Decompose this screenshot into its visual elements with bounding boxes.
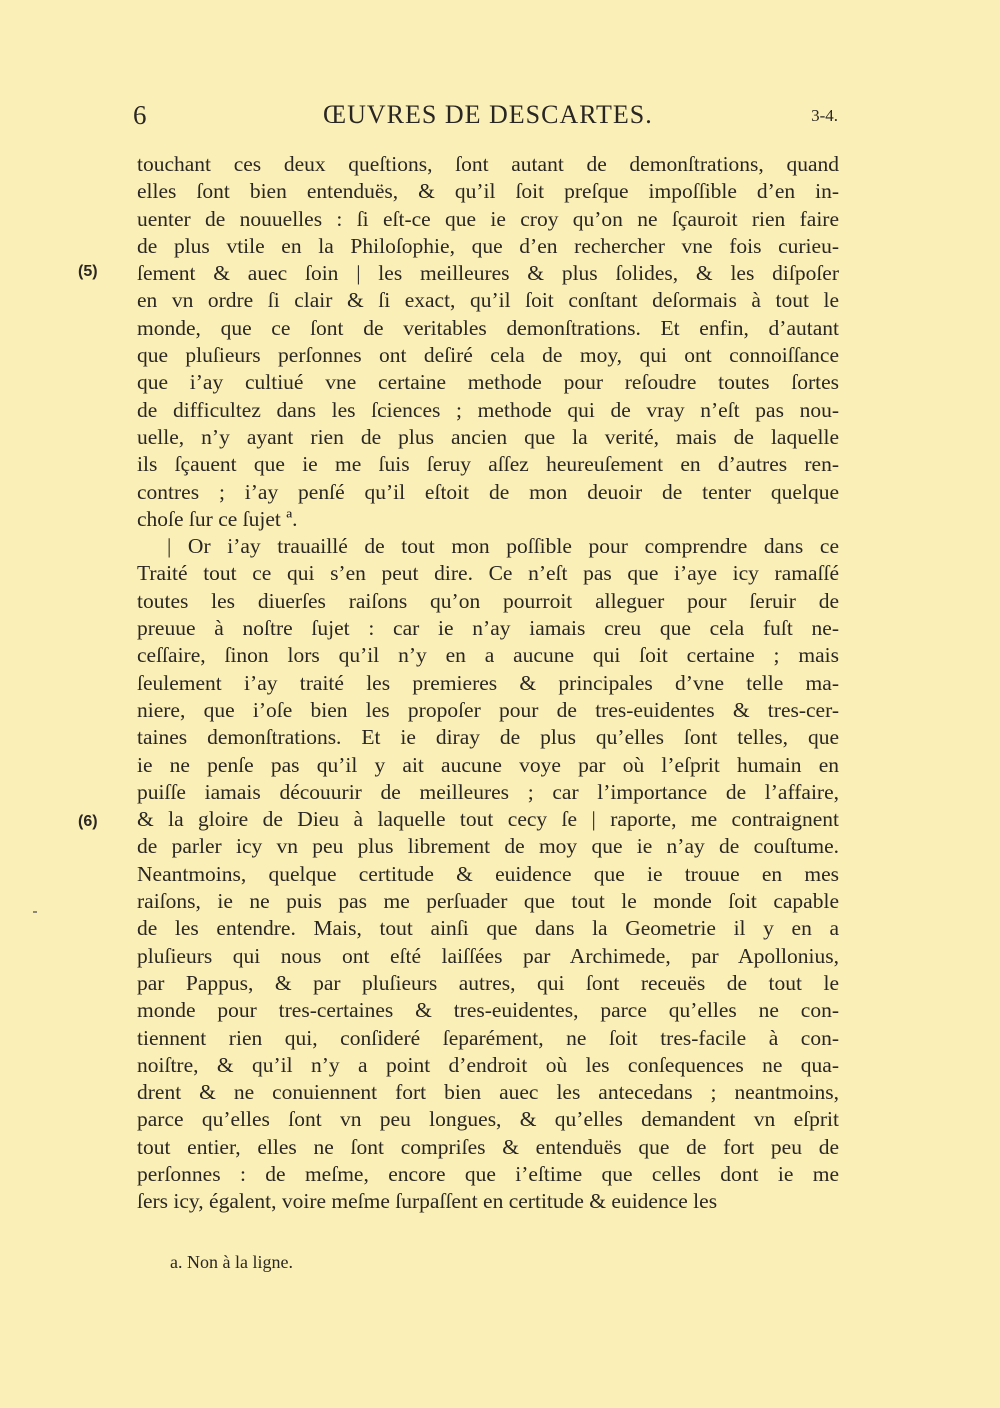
- running-title: ŒUVRES DE DESCARTES.: [323, 100, 653, 129]
- text-line: contres ; i’ay penſé qu’il eſtoit de mon deuoir de tenter quelque: [137, 479, 839, 504]
- text-line: de les entendre. Mais, tout ainſi que dans la Geometrie il y en a: [137, 916, 839, 941]
- text-line: Traité tout ce qui s’en peut dire. Ce n’eſt pas que i’aye icy ramaſſé: [137, 561, 839, 586]
- text-line: drent & ne conuiennent fort bien auec les antecedans ; neantmoins,: [137, 1080, 839, 1105]
- paper-speck: [33, 911, 37, 913]
- text-line: Neantmoins, quelque certitude & euidence que ie trouue en mes: [137, 861, 839, 886]
- page-header: [133, 100, 838, 136]
- text-line: pluſieurs qui nous ont eſté laiſſées par Archimede, par Apollonius,: [137, 943, 839, 968]
- text-line: uenter de nouuelles : ſi eſt-ce que ie croy qu’on ne ſçauroit rien faire: [137, 206, 839, 231]
- text-line: elles ſont bien entenduës, & qu’il ſoit preſque impoſſible d’en in-: [137, 179, 839, 204]
- text-line: tout entier, elles ne ſont compriſes & entenduës que de fort peu de: [137, 1134, 839, 1159]
- text-line: parce qu’elles ſont vn peu longues, & qu’elles demandent vn eſprit: [137, 1107, 839, 1132]
- text-line: ſeulement i’ay traité les premieres & principales d’vne telle ma-: [137, 670, 839, 695]
- text-line: taines demonſtrations. Et ie diray de plus qu’elles ſont telles, que: [137, 725, 839, 750]
- text-line: que pluſieurs perſonnes ont deſiré cela de moy, qui ont connoiſſance: [137, 343, 839, 368]
- text-line: toutes les diuerſes raiſons qu’on pourroit alleguer pour ſeruir de: [137, 588, 839, 613]
- margin-reference-6: (6): [78, 813, 98, 830]
- text-line: raiſons, ie ne puis pas me perſuader que tout le monde ſoit capable: [137, 889, 839, 914]
- text-line: monde pour tres-certaines & tres-euidentes, parce qu’elles ne con-: [137, 998, 839, 1023]
- text-line: monde, que ce ſont de veritables demonſtrations. Et enfin, d’autant: [137, 315, 839, 340]
- text-line: perſonnes : de meſme, encore que i’eſtime que celles dont ie me: [137, 1161, 839, 1186]
- paragraph-2: [137, 533, 839, 1215]
- text-line: ils ſçauent que ie me ſuis ſeruy aſſez heureuſement en d’autres ren-: [137, 452, 839, 477]
- text-line: noiſtre, & qu’il n’y a point d’endroit où les conſequences ne qua-: [137, 1052, 839, 1077]
- text-line: de difficultez dans les ſciences ; methode qui de vray n’eſt pas nou-: [137, 397, 839, 422]
- text-line: touchant ces deux queſtions, ſont autant de demonſtrations, quand: [137, 152, 839, 176]
- margin-reference-5: (5): [78, 263, 98, 280]
- text-line: uelle, n’y ayant rien de plus ancien que la verité, mais de laquelle: [137, 424, 839, 449]
- text-line: ſement & auec ſoin | les meilleures & plus ſolides, & les diſpoſer: [137, 261, 839, 286]
- footnote: a. Non à la ligne.: [170, 1252, 293, 1272]
- text-line: de parler icy vn peu plus librement de moy que ie n’ay de couſtume.: [137, 834, 839, 859]
- text-line: choſe ſur ce ſujet ª.: [137, 506, 298, 531]
- text-line: que i’ay cultiué vne certaine methode pour reſoudre toutes ſortes: [137, 370, 839, 395]
- paragraph-1: [137, 151, 839, 533]
- text-line: & la gloire de Dieu à laquelle tout cecy ſe | raporte, me contraignent: [137, 807, 839, 832]
- text-line: puiſſe iamais découurir de meilleures ; car l’importance de l’affaire,: [137, 779, 839, 804]
- text-line: niere, que i’oſe bien les propoſer pour de tres-euidentes & tres-cer-: [137, 697, 839, 722]
- page-number: 6: [133, 100, 147, 130]
- folio-reference: 3-4.: [811, 106, 838, 125]
- text-line: ſers icy, égalent, voire meſme ſurpaſſent en certitude & euidence les: [137, 1189, 718, 1214]
- text-line: en vn ordre ſi clair & ſi exact, qu’il ſoit conſtant deſormais à tout le: [137, 288, 839, 313]
- text-line: ceſſaire, ſinon lors qu’il n’y en a aucune qui ſoit certaine ; mais: [137, 643, 839, 668]
- text-line: par Pappus, & par pluſieurs autres, qui ſont receuës de tout le: [137, 970, 839, 995]
- text-line: ie ne penſe pas qu’il y ait aucune voye par où l’eſprit humain en: [137, 752, 839, 777]
- text-line: tiennent rien qui, conſideré ſeparément, ne ſoit tres-facile à con-: [137, 1025, 839, 1050]
- text-line: de plus vtile en la Philoſophie, que d’en rechercher vne fois curieu-: [137, 233, 839, 258]
- text-line: preuue à noſtre ſujet : car ie n’ay iamais creu que cela fuſt ne-: [137, 616, 839, 641]
- body-text: [137, 151, 839, 1216]
- text-line: | Or i’ay trauaillé de tout mon poſſible pour comprendre dans ce: [167, 534, 839, 559]
